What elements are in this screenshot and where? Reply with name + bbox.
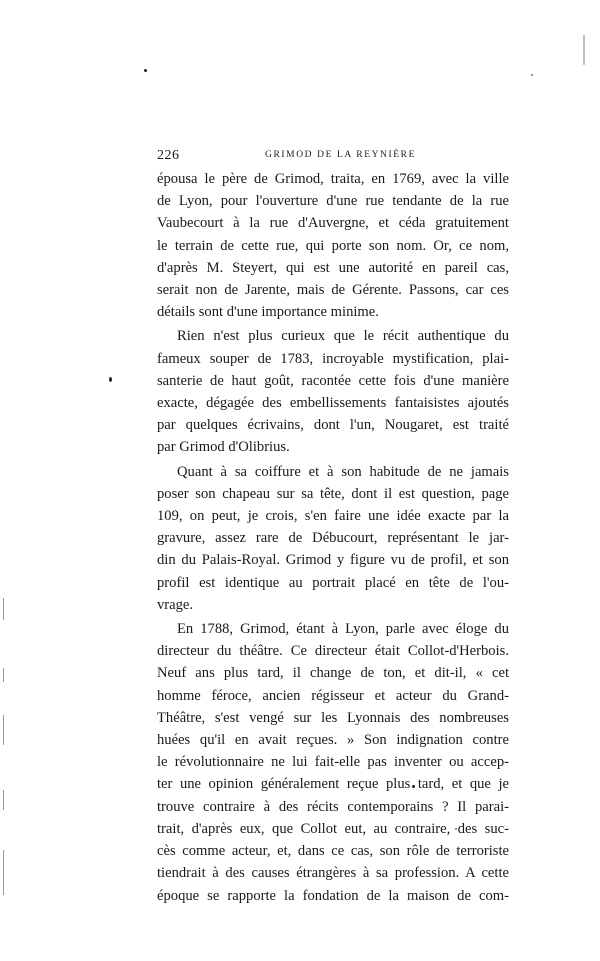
text-line: din du Palais-Royal. Grimod y figure vu de profil, et son — [157, 552, 509, 569]
text-line: poser son chapeau sur sa tête, dont il est question, page — [157, 485, 509, 502]
text-line: homme féroce, ancien régisseur et acteur du Grand- — [157, 687, 509, 704]
text-line: serait non de Jarente, mais de Gérente. Passons, car ces — [157, 282, 509, 299]
text-line: En 1788, Grimod, étant à Lyon, parle avec éloge du — [177, 621, 509, 638]
margin-mark — [3, 598, 4, 620]
text-line: époque se rapporte la fondation de la maison de com- — [157, 887, 509, 904]
scan-speck — [583, 35, 585, 65]
text-line: cès comme acteur, et, dans ce cas, son rôle de terroriste — [157, 843, 509, 860]
text-line: par Grimod d'Olibrius. — [157, 439, 290, 456]
paragraph — [157, 618, 509, 907]
scan-speck — [109, 377, 112, 382]
paragraph — [157, 325, 509, 458]
text-line: Théâtre, s'est vengé sur les Lyonnais des nombreuses — [157, 709, 509, 726]
text-line: Rien n'est plus curieux que le récit authentique du — [177, 328, 509, 345]
text-line: Quant à sa coiffure et à son habitude de ne jamais — [177, 463, 509, 480]
text-line: huées qu'il en avait reçues. » Son indignation contre — [157, 732, 509, 749]
text-line: de Lyon, pour l'ouverture d'une rue tendante de la rue — [157, 193, 509, 210]
body-text — [157, 168, 509, 907]
text-line: par quelques écrivains, dont l'un, Nougaret, est traité — [157, 417, 509, 434]
text-line: Neuf ans plus tard, il change de ton, et dit-il, « cet — [157, 665, 509, 682]
text-line: épousa le père de Grimod, traita, en 1769, avec la ville — [157, 171, 509, 187]
text-line: tiendrait à des causes étrangères à sa profession. A cette — [157, 865, 509, 882]
text-line: Vaubecourt à la rue d'Auvergne, et céda gratuitement — [157, 215, 509, 232]
text-line: trait, d'après eux, que Collot eut, au contraire, des suc- — [157, 820, 509, 837]
text-line: 109, on peut, je crois, s'en faire une idée exacte par la — [157, 508, 509, 525]
text-line: profil est identique au portrait placé en tête de l'ou- — [157, 574, 509, 591]
text-line: le terrain de cette rue, qui porte son nom. Or, ce nom, — [157, 237, 509, 254]
scan-speck — [531, 74, 533, 76]
page-number: 226 — [157, 148, 180, 163]
paragraph — [157, 168, 509, 323]
text-line: gravure, assez rare de Débucourt, représentant le jar- — [157, 530, 509, 547]
running-head: GRIMOD DE LA REYNIÈRE — [265, 150, 417, 160]
margin-mark — [3, 850, 4, 895]
text-line: fameux souper de 1783, incroyable mystification, plai- — [157, 350, 509, 367]
text-line: le révolutionnaire ne lui fait-elle pas inventer ou accep- — [157, 754, 509, 771]
text-line: trouve contraire à des récits contemporains ? Il parai- — [157, 798, 509, 815]
margin-mark — [3, 715, 4, 745]
text-line: vrage. — [157, 596, 194, 613]
text-line: directeur du théâtre. Ce directeur était Collot-d'Herbois. — [157, 643, 509, 660]
scan-speck — [144, 69, 147, 72]
margin-mark — [3, 668, 4, 682]
text-line: d'après M. Steyert, qui est une autorité en pareil cas, — [157, 259, 509, 276]
text-line: exacte, dégagée des embellissements fantaisistes ajoutés — [157, 395, 509, 412]
text-line: santerie de haut goût, racontée cette fois d'une manière — [157, 372, 509, 389]
margin-mark — [3, 790, 4, 810]
page-header — [157, 148, 509, 166]
text-line: détails sont d'une importance minime. — [157, 304, 379, 321]
paragraph — [157, 461, 509, 616]
text-line: ter une opinion généralement reçue plus tard, et que je — [157, 776, 509, 793]
